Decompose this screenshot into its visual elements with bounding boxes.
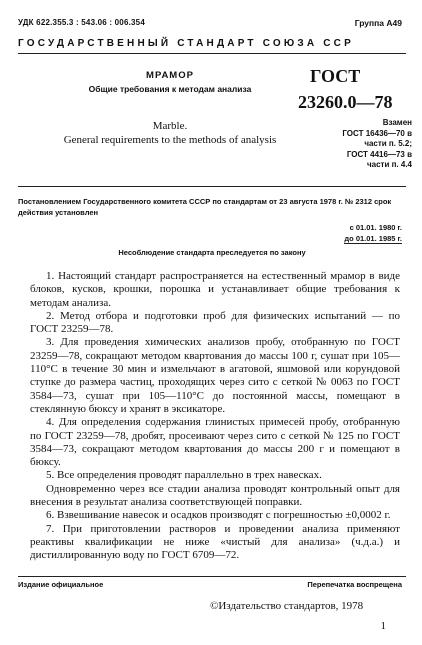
paragraph: 2. Метод отбора и подготовки проб для физических испытаний — по ГОСТ 23259—78. xyxy=(30,309,400,336)
paragraph: 6. Взвешивание навесок и осадков производят с погрешностью ±0,0002 г. xyxy=(46,509,391,522)
replaces-line: ГОСТ 16436—70 в xyxy=(342,128,412,138)
decree-text: Постановлением Государственного комитета СССР по стандартам от 23 августа 1978 г. № 2312 срок действия установлен xyxy=(18,197,392,217)
title-russian: МРАМОР xyxy=(146,70,194,81)
replaces-line: ГОСТ 4416—73 в xyxy=(346,149,412,159)
violation-note: Несоблюдение стандарта преследуется по закону xyxy=(118,248,306,257)
standard-banner: ГОСУДАРСТВЕННЫЙ СТАНДАРТ СОЮЗА ССР xyxy=(18,38,354,49)
subtitle-english: General requirements to the methods of analysis xyxy=(63,134,277,146)
page-number: 1 xyxy=(380,620,386,632)
gost-label: ГОСТ xyxy=(310,66,361,86)
paragraph: 3. Для проведения химических анализов пробу, отобранную по ГОСТ 23259—78, сокращают методом квартования до массы 100 г, сушат при 105—110°С в течение 30 мин и измельчают в агатовой, яшмовой или корундовой ступке до размера частиц, проходящих через сито с сеткой № 0063 по ГОСТ 3584—73, сушат при 105—110°С до постоянной массы, помещают в стеклянную бюксу и хранят в эксикаторе. xyxy=(30,336,400,415)
paragraph: 4. Для определения содержания глинистых примесей пробу, отобранную по ГОСТ 23259—78, дробят, просеивают через сито с сеткой № 125 по ГОСТ 3584—73, сокращают методом квартования до массы 200 г и помещают в бюксу. xyxy=(30,416,400,469)
paragraph: 1. Настоящий стандарт распространяется на естественный мрамор в виде блоков, кусков, крошки, порошка и устанавливает общие требования к методам анализа. xyxy=(30,270,400,309)
replaces-line: части п. 5.2; xyxy=(364,139,412,148)
validity-dates xyxy=(344,222,402,244)
validity-from: с 01.01. 1980 г. xyxy=(349,223,402,232)
copyright-line: ©Издательство стандартов, 1978 xyxy=(210,600,364,612)
title-english: Marble. xyxy=(152,120,188,132)
paragraph: Одновременно через все стадии анализа проводят контрольный опыт для внесения в результат анализа соответствующей поправки. xyxy=(30,482,400,509)
official-edition-note: Издание официальное xyxy=(18,580,104,589)
validity-to: до 01.01. 1985 г. xyxy=(344,234,402,243)
header-rule xyxy=(18,186,406,187)
replaces-block xyxy=(292,118,412,171)
paragraph: 5. Все определения проводят параллельно в трех навесках. xyxy=(46,469,322,482)
banner-rule xyxy=(18,53,406,54)
replaces-line: части п. 4.4 xyxy=(367,160,412,169)
subtitle-russian: Общие требования к методам анализа xyxy=(88,84,252,94)
gost-number: 23260.0—78 xyxy=(298,92,393,112)
udk-code: УДК 622.355.3 : 543.06 : 006.354 xyxy=(18,18,145,27)
paragraph: 7. При приготовлении растворов и проведении анализа применяют реактивы квалификации не ниже «чистый для анализа» (ч.д.а.) и дистиллированную воду по ГОСТ 6709—72. xyxy=(30,522,400,562)
replaces-heading: Взамен xyxy=(382,118,412,127)
body-text xyxy=(30,270,400,563)
group-code: Группа А49 xyxy=(354,18,402,28)
reprint-note: Перепечатка воспрещена xyxy=(307,580,402,589)
footer-rule xyxy=(18,576,406,577)
